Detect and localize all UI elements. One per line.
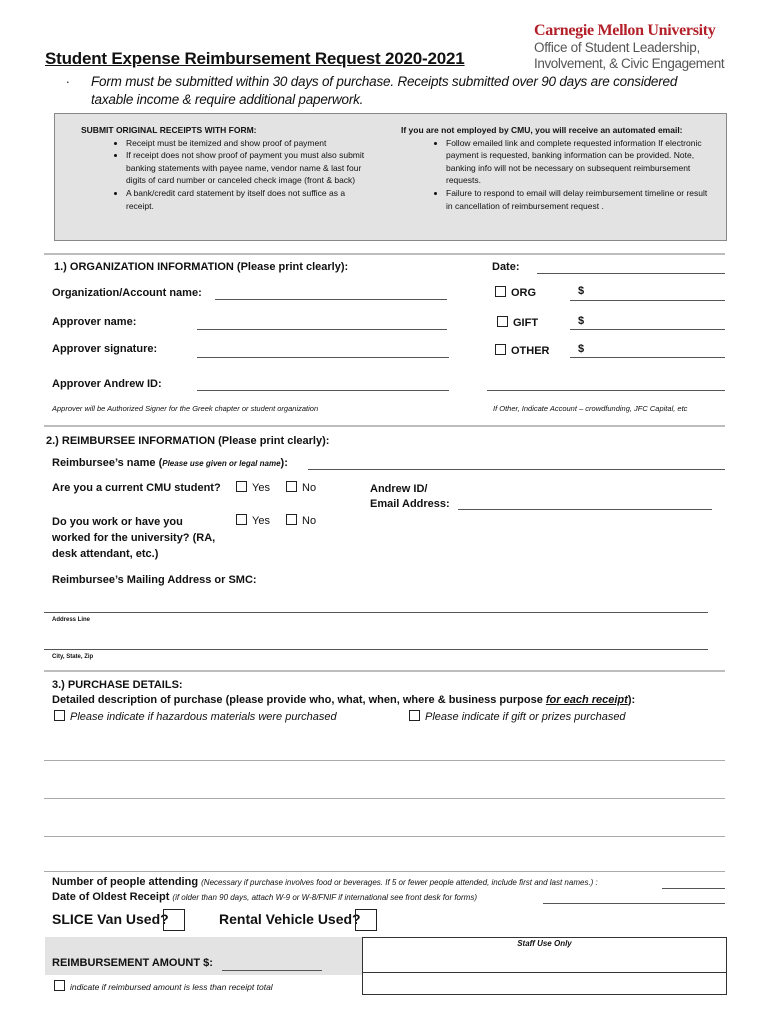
office-line1: Office of Student Leadership, (534, 40, 700, 55)
rental-checkbox[interactable] (355, 909, 377, 931)
hazard-label: Please indicate if hazardous materials were purchased (70, 711, 337, 723)
checkbox-icon (495, 344, 506, 355)
work-q1: Do you work or have you (52, 516, 183, 528)
account-org[interactable] (495, 286, 536, 299)
section3-heading: 3.) PURCHASE DETAILS: (52, 679, 183, 691)
address-line-field[interactable] (44, 612, 708, 613)
divider (44, 253, 725, 255)
hazard-checkbox[interactable] (54, 710, 337, 723)
org-field[interactable] (215, 299, 447, 300)
oldest-receipt-field[interactable] (543, 903, 725, 904)
account-org-label: ORG (511, 287, 537, 299)
university-name: Carnegie Mellon University (534, 22, 716, 39)
divider (44, 425, 725, 427)
no-label: No (302, 482, 317, 494)
oldest-text: Date of Oldest Receipt (52, 891, 170, 903)
info-right (401, 124, 716, 212)
approver-name-label: Approver name: (52, 316, 137, 328)
slice-label: SLICE Van Used? (52, 911, 169, 927)
andrew-id-label (370, 482, 450, 512)
account-gift[interactable] (497, 316, 538, 329)
name-label-text: Reimbursee’s name ( (52, 457, 163, 469)
work-question (52, 514, 215, 562)
section1-heading: 1.) ORGANIZATION INFORMATION (Please print clearly): (54, 261, 349, 273)
gift-checkbox[interactable] (409, 710, 626, 723)
oldest-hint: (if older than 90 days, attach W-9 or W-8/FNIF if international see front desk for forms) (172, 893, 477, 902)
amount-label: REIMBURSEMENT AMOUNT $: (52, 957, 213, 969)
divider (44, 670, 725, 672)
university-logo (534, 22, 754, 72)
other-note: If Other, Indicate Account – crowdfunding, JFC Capital, etc (493, 404, 688, 413)
student-yes[interactable] (236, 481, 270, 494)
info-box (54, 113, 727, 241)
approver-signature-field[interactable] (197, 357, 449, 358)
checkbox-icon (54, 710, 65, 721)
description-label (52, 694, 635, 706)
checkbox-icon (286, 481, 297, 492)
other-account-field[interactable] (487, 390, 725, 391)
people-label (52, 876, 598, 888)
notice-line1: Form must be submitted within 30 days of purchase. Receipts submitted over 90 days are considered (91, 74, 678, 89)
desc-text: Detailed description of purchase (please provide who, what, when, where & business purpose (52, 694, 546, 706)
city-line-field[interactable] (44, 649, 708, 650)
reimbursee-name-field[interactable] (308, 469, 725, 470)
date-field[interactable] (537, 273, 725, 274)
desc-emphasis: for each receipt (545, 694, 628, 706)
student-no[interactable] (286, 481, 316, 494)
office-line2: Involvement, & Civic Engagement (534, 56, 725, 71)
people-text: Number of people attending (52, 876, 199, 888)
info-left (81, 124, 371, 212)
amount-field[interactable] (222, 970, 322, 971)
approver-id-label: Approver Andrew ID: (52, 378, 162, 390)
account-gift-label: GIFT (513, 317, 539, 329)
notice-line2: taxable income & require additional paperwork. (91, 92, 364, 107)
gift-amount-field[interactable] (570, 329, 725, 330)
date-label: Date: (492, 261, 520, 273)
approver-note: Approver will be Authorized Signer for the Greek chapter or student organization (52, 404, 319, 413)
dollar-sign: $ (578, 315, 585, 327)
list-item: • Failure to respond to email will delay reimbursement timeline or result in cancellation of reimbursement request . (446, 187, 716, 212)
info-right-list (401, 137, 716, 213)
no-label: No (302, 515, 317, 527)
notice-bullet: . (66, 71, 70, 86)
list-item: • Follow emailed link and complete requested information If electronic payment is requested, banking information can be provided. Note, banking info will not be necessary on subsequent reimbursement requests. (446, 137, 716, 187)
list-item: • Receipt must be itemized and show proof of payment (126, 137, 371, 150)
dollar-sign: $ (578, 343, 585, 355)
work-yes[interactable] (236, 514, 270, 527)
yes-label: Yes (252, 515, 270, 527)
work-no[interactable] (286, 514, 316, 527)
name-label-close: ): (280, 457, 288, 469)
address-label: Reimbursee’s Mailing Address or SMC: (52, 574, 257, 586)
approver-signature-label: Approver signature: (52, 343, 158, 355)
description-line[interactable] (44, 871, 725, 872)
info-left-list (81, 137, 371, 213)
student-question: Are you a current CMU student? (52, 482, 221, 494)
notice-text (91, 73, 731, 109)
org-label: Organization/Account name: (52, 287, 202, 299)
other-amount-field[interactable] (570, 357, 725, 358)
checkbox-icon (409, 710, 420, 721)
checkbox-icon (236, 481, 247, 492)
info-left-heading: SUBMIT ORIGINAL RECEIPTS WITH FORM: (81, 125, 257, 135)
checkbox-icon (286, 514, 297, 525)
approver-name-field[interactable] (197, 329, 447, 330)
checkbox-icon (54, 980, 65, 991)
people-field[interactable] (662, 888, 725, 889)
staff-only-label: Staff Use Only (517, 939, 572, 948)
andrew-label1: Andrew ID/ (370, 483, 428, 495)
work-q3: desk attendant, etc.) (52, 548, 159, 560)
description-line[interactable] (44, 836, 725, 837)
city-line-caption: City, State, Zip (52, 654, 94, 660)
page-title: Student Expense Reimbursement Request 2020-2021 (45, 49, 465, 68)
name-hint: Please use given or legal name (162, 459, 281, 468)
people-hint: (Necessary if purchase involves food or beverages. If 5 or fewer people attended, include first and last names.) : (201, 878, 598, 887)
section2-heading: 2.) REIMBURSEE INFORMATION (Please print clearly): (46, 435, 330, 447)
list-item: • If receipt does not show proof of payment you must also submit banking statements with payee name, vendor name & last four digits of card number or canceled check image (front & back) (126, 149, 371, 187)
less-than-label: indicate if reimbursed amount is less than receipt total (70, 982, 273, 992)
oldest-receipt-label (52, 891, 477, 903)
checkbox-icon (236, 514, 247, 525)
account-other-label: OTHER (511, 345, 550, 357)
staff-divider (363, 972, 726, 973)
gift-label: Please indicate if gift or prizes purchased (425, 711, 626, 723)
checkbox-icon (497, 316, 508, 327)
approver-id-field[interactable] (197, 390, 449, 391)
org-amount-field[interactable] (570, 300, 725, 301)
description-line[interactable] (44, 798, 725, 799)
checkbox-icon (495, 286, 506, 297)
slice-checkbox[interactable] (163, 909, 185, 931)
address-line-caption: Address Line (52, 617, 91, 623)
andrew-label2: Email Address: (370, 498, 450, 510)
reimbursee-name-label (52, 457, 288, 469)
yes-label: Yes (252, 482, 270, 494)
rental-label: Rental Vehicle Used? (219, 911, 361, 927)
dollar-sign: $ (578, 285, 585, 297)
list-item: • A bank/credit card statement by itself does not suffice as a receipt. (126, 187, 371, 212)
andrew-id-field[interactable] (458, 509, 712, 510)
description-line[interactable] (44, 760, 725, 761)
work-q2: worked for the university? (RA, (52, 532, 216, 544)
less-than-checkbox[interactable] (54, 980, 273, 992)
info-right-heading: If you are not employed by CMU, you will receive an automated email: (401, 125, 683, 135)
desc-close: ): (627, 694, 636, 706)
staff-box (362, 937, 727, 995)
account-other[interactable] (495, 344, 550, 357)
